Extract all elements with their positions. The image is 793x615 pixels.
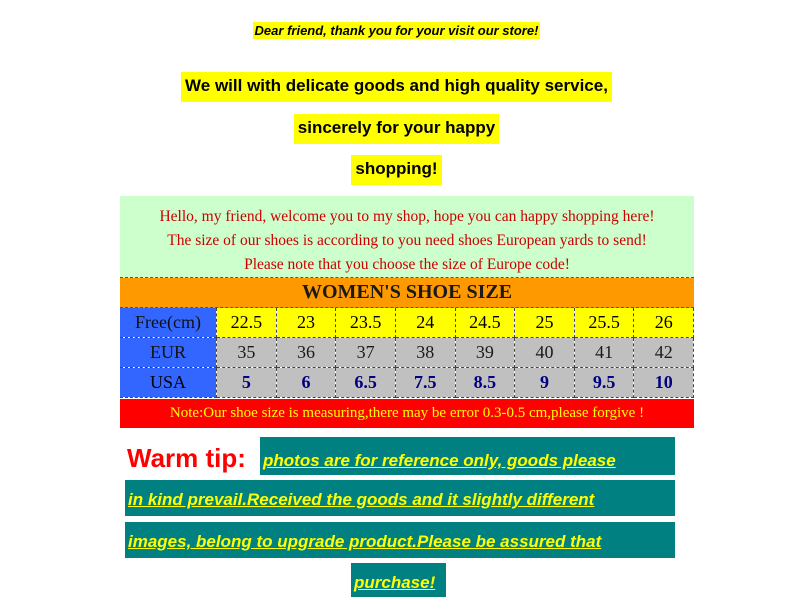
table-row-free-cm [120, 308, 694, 338]
table-cell: 6 [276, 368, 336, 398]
intro-line: Hello, my friend, welcome you to my shop, hope you can happy shopping here! [159, 208, 655, 225]
row-label: Free(cm) [120, 308, 217, 338]
chart-title: WOMEN'S SHOE SIZE [120, 278, 694, 308]
table-cell: 36 [276, 338, 336, 368]
tip-text-1: photos are for reference only, goods please [260, 437, 675, 475]
warm-tip-label: Warm tip: [127, 443, 246, 473]
greeting-line [0, 22, 793, 39]
table-cell: 5 [217, 368, 277, 398]
service-text-1: We will with delicate goods and high quality service, [181, 72, 612, 102]
table-cell: 23 [276, 308, 336, 338]
service-line-2 [0, 114, 793, 144]
row-label: USA [120, 368, 217, 398]
table-cell: 9 [515, 368, 575, 398]
table-cell: 6.5 [336, 368, 396, 398]
table-cell: 26 [634, 308, 694, 338]
table-cell: 35 [217, 338, 277, 368]
table-cell: 10 [634, 368, 694, 398]
size-note: Note:Our shoe size is measuring,there may be error 0.3-0.5 cm,please forgive ! [120, 399, 694, 428]
service-line-3 [0, 155, 793, 185]
intro-line: Please note that you choose the size of Europe code! [244, 256, 570, 273]
table-cell: 24 [395, 308, 455, 338]
table-cell: 7.5 [395, 368, 455, 398]
table-row-eur [120, 338, 694, 368]
table-cell: 39 [455, 338, 515, 368]
table-row-usa [120, 368, 694, 398]
tip-text-2: in kind prevail.Received the goods and it slightly different [125, 480, 675, 516]
size-table [120, 308, 694, 398]
intro-line: The size of our shoes is according to you need shoes European yards to send! [167, 232, 647, 249]
tip-text-4: purchase! [351, 563, 446, 597]
greeting-text: Dear friend, thank you for your visit our store! [254, 23, 539, 38]
size-chart [120, 196, 694, 428]
table-cell: 38 [395, 338, 455, 368]
table-cell: 40 [515, 338, 575, 368]
table-cell: 41 [574, 338, 634, 368]
table-cell: 25.5 [574, 308, 634, 338]
table-cell: 22.5 [217, 308, 277, 338]
tip-text-3: images, belong to upgrade product.Please be assured that [125, 522, 675, 558]
service-text-3: shopping! [351, 155, 441, 185]
table-cell: 24.5 [455, 308, 515, 338]
table-cell: 9.5 [574, 368, 634, 398]
table-cell: 25 [515, 308, 575, 338]
row-label: EUR [120, 338, 217, 368]
table-cell: 42 [634, 338, 694, 368]
service-text-2: sincerely for your happy [294, 114, 499, 144]
chart-intro [120, 196, 694, 278]
table-cell: 8.5 [455, 368, 515, 398]
table-cell: 23.5 [336, 308, 396, 338]
table-cell: 37 [336, 338, 396, 368]
service-line-1 [0, 72, 793, 102]
